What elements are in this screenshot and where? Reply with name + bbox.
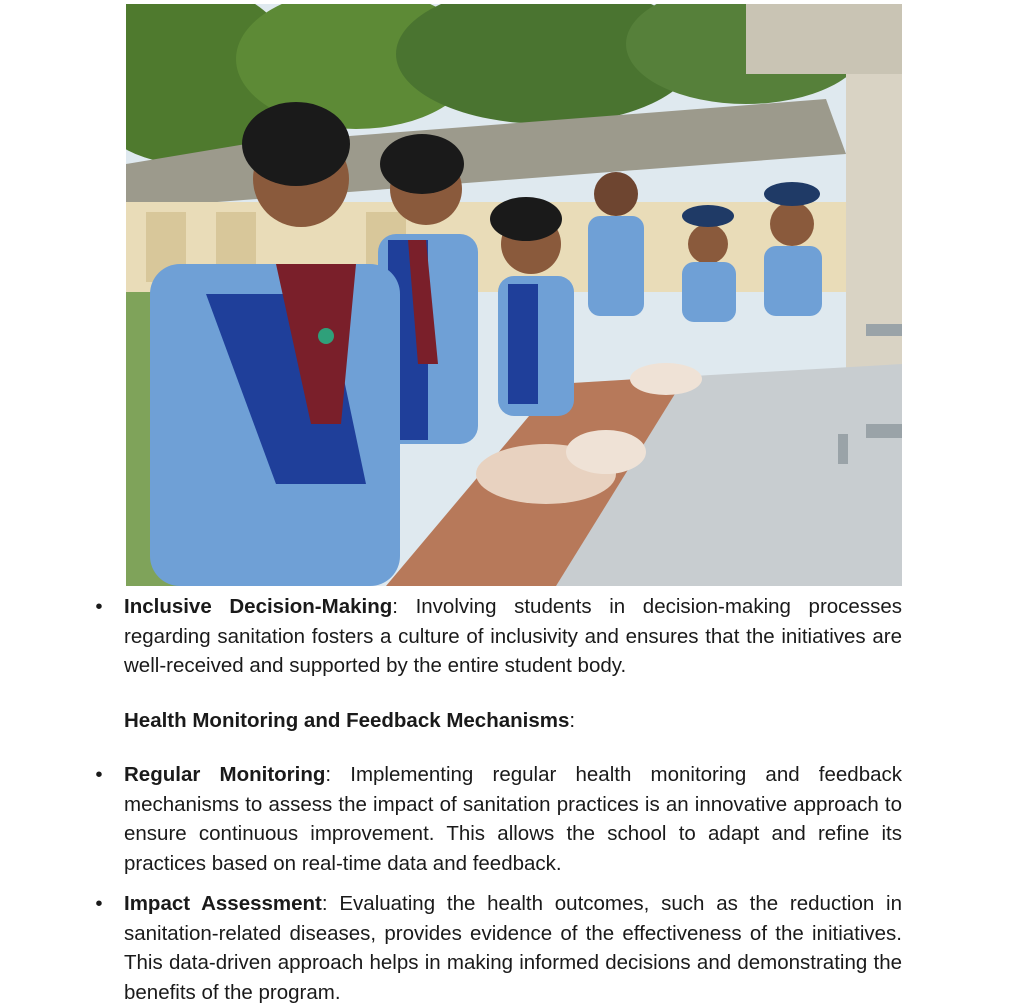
bullet-icon: • bbox=[95, 892, 103, 915]
item-description: : Implementing regular health monitoring and feedback mechanisms to assess the impact of sanitation practices is an innovative approach to ensure continuous improvement. This allows the school to adapt and refine its practices based on real-time data and feedback. bbox=[124, 763, 902, 875]
item-term: Regular Monitoring bbox=[124, 763, 326, 786]
item-description: : Involving students in decision-making processes regarding sanitation fosters a culture of inclusivity and ensures that the initiatives are well-received and supported by the entire student body. bbox=[124, 595, 902, 677]
bullet-icon: • bbox=[95, 595, 103, 618]
item-description: : Evaluating the health outcomes, such as the reduction in sanitation-related diseases, provides evidence of the effectiveness of the initiatives. This data-driven approach helps in making informed decisions and demonstrating the benefits of the program. bbox=[124, 892, 902, 1004]
list-item bbox=[90, 889, 902, 1007]
item-term: Inclusive Decision-Making bbox=[124, 595, 393, 618]
section-heading-suffix: : bbox=[569, 708, 576, 732]
list-item bbox=[90, 592, 902, 681]
photo-illustration bbox=[126, 4, 902, 586]
section-heading-text: Health Monitoring and Feedback Mechanisms bbox=[124, 708, 570, 732]
section-heading bbox=[90, 706, 902, 736]
list-item bbox=[90, 760, 902, 878]
item-term: Impact Assessment bbox=[124, 892, 322, 915]
students-handwashing-photo bbox=[126, 4, 902, 586]
body-text bbox=[90, 592, 902, 1007]
bullet-icon: • bbox=[95, 763, 103, 786]
